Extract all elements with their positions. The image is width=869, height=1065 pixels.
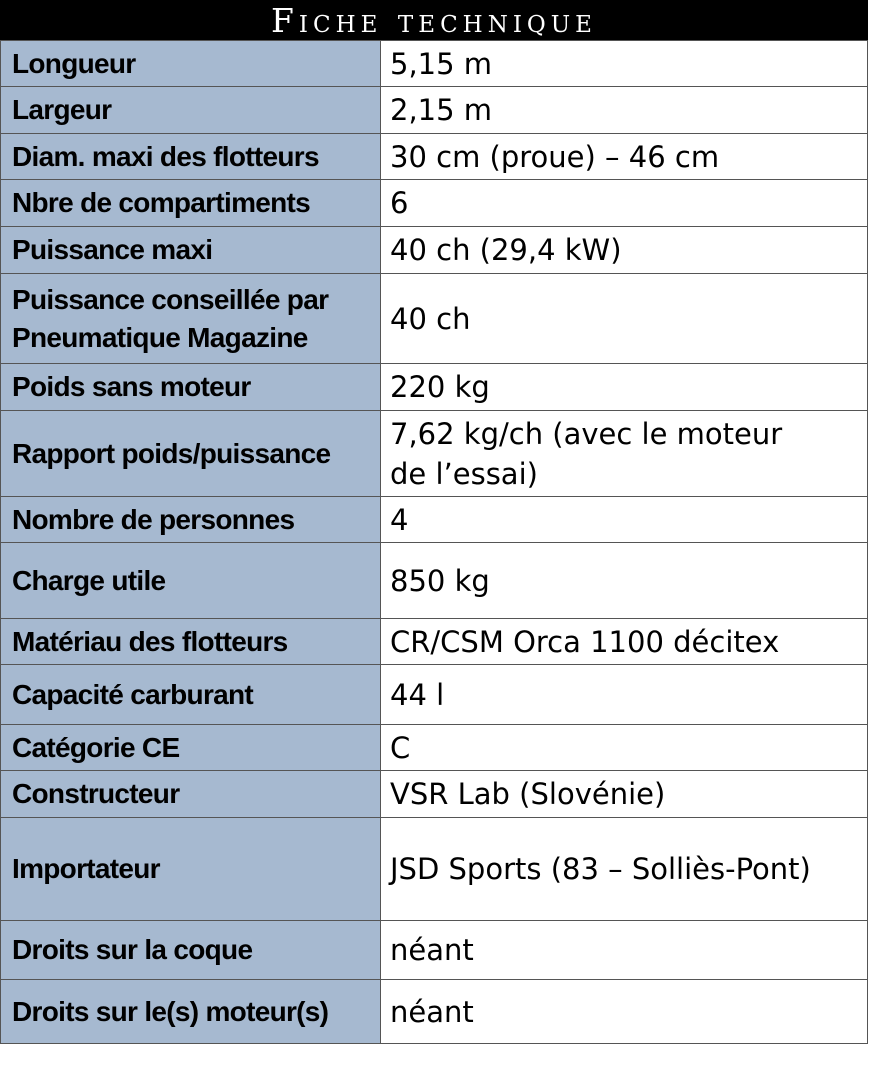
spec-label: Charge utile <box>1 543 381 619</box>
spec-label: Catégorie CE <box>1 725 381 771</box>
spec-label: Droits sur le(s) moteur(s) <box>1 980 381 1044</box>
spec-value: néant <box>381 980 868 1044</box>
spec-row <box>1 134 868 180</box>
spec-value: VSR Lab (Slovénie) <box>381 771 868 818</box>
spec-label: Poids sans moteur <box>1 364 381 411</box>
spec-row <box>1 921 868 980</box>
spec-label: Constructeur <box>1 771 381 818</box>
spec-row <box>1 411 868 497</box>
spec-value: 44 l <box>381 665 868 725</box>
spec-value: 6 <box>381 180 868 227</box>
spec-row <box>1 364 868 411</box>
spec-row <box>1 665 868 725</box>
spec-value: 40 ch <box>381 274 868 364</box>
spec-row <box>1 227 868 274</box>
spec-label: Longueur <box>1 41 381 87</box>
sheet-title: Fiche technique <box>0 0 868 40</box>
spec-row <box>1 180 868 227</box>
spec-value: 220 kg <box>381 364 868 411</box>
spec-label: Largeur <box>1 87 381 134</box>
spec-value: 850 kg <box>381 543 868 619</box>
spec-row <box>1 41 868 87</box>
spec-value: CR/CSM Orca 1100 décitex <box>381 619 868 665</box>
spec-label: Nbre de compartiments <box>1 180 381 227</box>
spec-table <box>0 40 868 1044</box>
spec-row <box>1 543 868 619</box>
spec-row <box>1 497 868 543</box>
spec-value: 2,15 m <box>381 87 868 134</box>
spec-table-body <box>1 41 868 1044</box>
spec-value: 30 cm (proue) – 46 cm <box>381 134 868 180</box>
spec-value: 40 ch (29,4 kW) <box>381 227 868 274</box>
spec-value: 5,15 m <box>381 41 868 87</box>
spec-label: Matériau des flotteurs <box>1 619 381 665</box>
spec-label: Diam. maxi des flotteurs <box>1 134 381 180</box>
spec-row <box>1 87 868 134</box>
spec-value: 7,62 kg/ch (avec le moteur de l’essai) <box>381 411 868 497</box>
spec-value: C <box>381 725 868 771</box>
spec-label: Puissance conseillée par Pneumatique Magazine <box>1 274 381 364</box>
spec-label: Importateur <box>1 818 381 921</box>
spec-row <box>1 980 868 1044</box>
spec-row <box>1 274 868 364</box>
spec-row <box>1 725 868 771</box>
spec-row <box>1 619 868 665</box>
spec-label: Droits sur la coque <box>1 921 381 980</box>
spec-row <box>1 818 868 921</box>
spec-value: JSD Sports (83 – Solliès-Pont) <box>381 818 868 921</box>
spec-row <box>1 771 868 818</box>
spec-label: Puissance maxi <box>1 227 381 274</box>
spec-label: Nombre de personnes <box>1 497 381 543</box>
spec-label: Rapport poids/puissance <box>1 411 381 497</box>
spec-label: Capacité carburant <box>1 665 381 725</box>
spec-value: néant <box>381 921 868 980</box>
spec-value: 4 <box>381 497 868 543</box>
